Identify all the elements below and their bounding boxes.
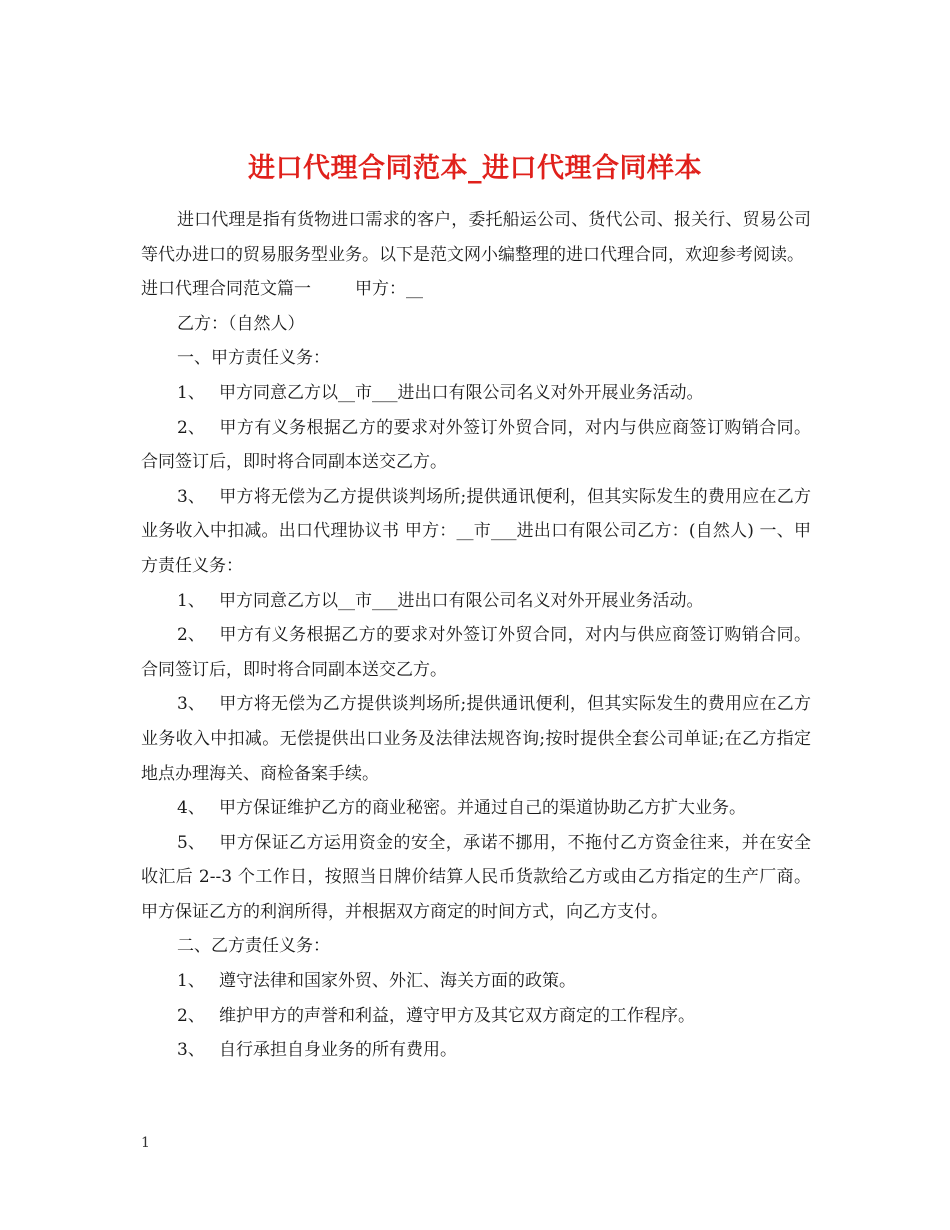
intro-paragraph: 进口代理是指有货物进口需求的客户，委托船运公司、货代公司、报关行、贸易公司等代办进口的贸易服务型业务。以下是范文网小编整理的进口代理合同，欢迎参考阅读。 [141,210,811,265]
list-item [141,999,811,1034]
item-text: 甲方有义务根据乙方的要求对外签订外贸合同，对内与供应商签订购销合同。合同签订后，即时将合同副本送交乙方。 [141,417,811,473]
item-text: 甲方有义务根据乙方的要求对外签订外贸合同，对内与供应商签订购销合同。合同签订后，即时将合同副本送交乙方。 [141,625,811,680]
item-number: 2、 [177,417,205,438]
document-body [141,203,811,1068]
item-number: 4、 [177,798,205,819]
list-item [141,480,811,584]
list-item [141,411,811,480]
item-text: 甲方同意乙方以__市___进出口有限公司名义对外开展业务活动。 [219,382,704,403]
party-b: 乙方：（自然人） [177,313,305,334]
item-text: 维护甲方的声誉和利益，遵守甲方及其它双方商定的工作程序。 [219,1005,695,1026]
duties-a-heading: 一、甲方责任义务： [177,348,330,369]
party-a: 甲方：__ [355,279,423,300]
item-number: 3、 [177,486,205,507]
item-text: 甲方将无偿为乙方提供谈判场所;提供通讯便利，但其实际发生的费用应在乙方业务收入中扣减。无偿提供出口业务及法律法规咨询;按时提供全套公司单证;在乙方指定地点办理海关、商检备案手续。 [141,694,811,784]
item-number: 1、 [177,971,205,992]
duties-b-heading: 二、乙方责任义务： [177,936,330,957]
list-item [141,584,811,619]
page-number: 1 [141,1135,150,1151]
list-item [141,826,811,930]
list-item [141,1033,811,1068]
item-number: 2、 [177,625,205,646]
list-item [141,687,811,791]
document-title: 进口代理合同范本_进口代理合同样本 [248,153,702,185]
item-text: 甲方保证维护乙方的商业秘密。并通过自己的渠道协助乙方扩大业务。 [219,798,746,819]
item-number: 1、 [177,382,205,403]
list-item [141,791,811,826]
item-text: 甲方保证乙方运用资金的安全，承诺不挪用，不拖付乙方资金往来，并在安全收汇后 2--3 个工作日，按照当日牌价结算人民币货款给乙方或由乙方指定的生产厂商。甲方保证乙方的利润所得，并根据双方商定的时间方式，向乙方支付。 [141,832,811,922]
list-item [141,376,811,411]
item-number: 3、 [177,694,205,715]
item-number: 1、 [177,590,205,611]
section-heading: 进口代理合同范文篇一 [141,279,311,300]
item-number: 3、 [177,1040,205,1061]
item-number: 2、 [177,1005,205,1026]
item-text: 自行承担自身业务的所有费用。 [219,1040,457,1061]
item-text: 遵守法律和国家外贸、外汇、海关方面的政策。 [219,971,576,992]
list-item [141,618,811,687]
item-text: 甲方同意乙方以__市___进出口有限公司名义对外开展业务活动。 [219,590,704,611]
item-text: 甲方将无偿为乙方提供谈判场所;提供通讯便利，但其实际发生的费用应在乙方业务收入中扣减。出口代理协议书 甲方：__市___进出口有限公司乙方：(自然人) 一、甲方责任义务： [141,486,811,576]
section-heading-line [141,272,811,307]
item-number: 5、 [177,832,205,853]
list-item [141,964,811,999]
